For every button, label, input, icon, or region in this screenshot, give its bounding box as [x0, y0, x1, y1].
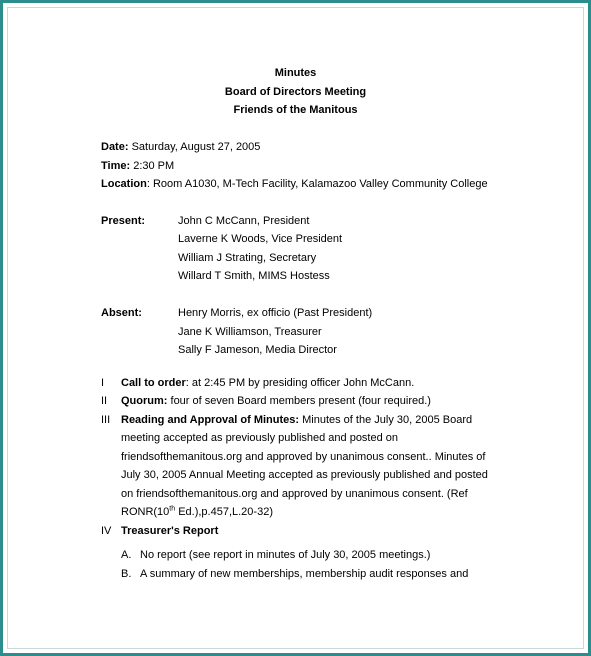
- organization-name: Friends of the Manitous: [233, 104, 358, 116]
- location-line: [101, 178, 488, 190]
- absent-member: Henry Morris, ex officio (Past President): [178, 307, 373, 319]
- item-number: II: [101, 395, 108, 407]
- item-number: III: [101, 414, 111, 426]
- location-value: : Room A1030, M-Tech Facility, Kalamazoo Valley Community College: [146, 178, 488, 190]
- item-number: IV: [101, 525, 112, 537]
- item-reference-line: [121, 506, 273, 518]
- item-call-to-order: [121, 377, 414, 389]
- present-member: William J Strating, Secretary: [178, 252, 317, 264]
- reference-pre: RONR(10: [121, 506, 170, 518]
- time-value: 2:30 PM: [130, 160, 175, 172]
- present-member: Willard T Smith, MIMS Hostess: [178, 270, 330, 282]
- sub-item-letter: B.: [121, 568, 132, 580]
- sub-item-letter: A.: [121, 549, 132, 561]
- date-value: Saturday, August 27, 2005: [128, 141, 261, 153]
- date-line: [101, 141, 260, 153]
- time-label: Time:: [101, 160, 131, 172]
- item-text-line: on friendsofthemanitous.org and approved by unanimous consent. (Ref: [121, 488, 468, 500]
- item-title: Quorum:: [121, 395, 168, 407]
- absent-member: Jane K Williamson, Treasurer: [178, 326, 322, 338]
- sub-item-text: A summary of new memberships, membership audit responses and: [140, 568, 469, 580]
- meeting-title: Board of Directors Meeting: [224, 86, 367, 98]
- doc-title: Minutes: [274, 67, 317, 79]
- item-text-line: July 30, 2005 Annual Meeting accepted as previously published and posted: [121, 469, 488, 481]
- item-quorum: [121, 395, 431, 407]
- date-label: Date:: [101, 141, 129, 153]
- time-line: [101, 160, 174, 172]
- absent-member: Sally F Jameson, Media Director: [178, 344, 337, 356]
- item-text: : at 2:45 PM by presiding officer John McCann.: [185, 377, 415, 389]
- item-text: Minutes of the July 30, 2005 Board: [299, 414, 473, 426]
- item-text-line: meeting accepted as previously published and posted on: [121, 432, 399, 444]
- sub-item-text: No report (see report in minutes of July 30, 2005 meetings.): [140, 549, 431, 561]
- item-reading-approval: [121, 414, 472, 426]
- absent-label: Absent:: [101, 307, 142, 319]
- location-label: Location: [101, 178, 147, 190]
- present-member: Laverne K Woods, Vice President: [178, 233, 343, 245]
- reference-sup: th: [169, 505, 176, 513]
- item-text-line: friendsofthemanitous.org and approved by unanimous consent.. Minutes of: [121, 451, 486, 463]
- present-member: John C McCann, President: [178, 215, 310, 227]
- reference-post: Ed.),p.457,L.20-32): [175, 506, 273, 518]
- item-text: four of seven Board members present (four required.): [167, 395, 431, 407]
- item-number: I: [101, 377, 105, 389]
- item-title: Reading and Approval of Minutes:: [121, 414, 300, 426]
- item-treasurer-report: Treasurer's Report: [121, 525, 219, 537]
- present-label: Present:: [101, 215, 146, 227]
- item-title: Call to order: [121, 377, 186, 389]
